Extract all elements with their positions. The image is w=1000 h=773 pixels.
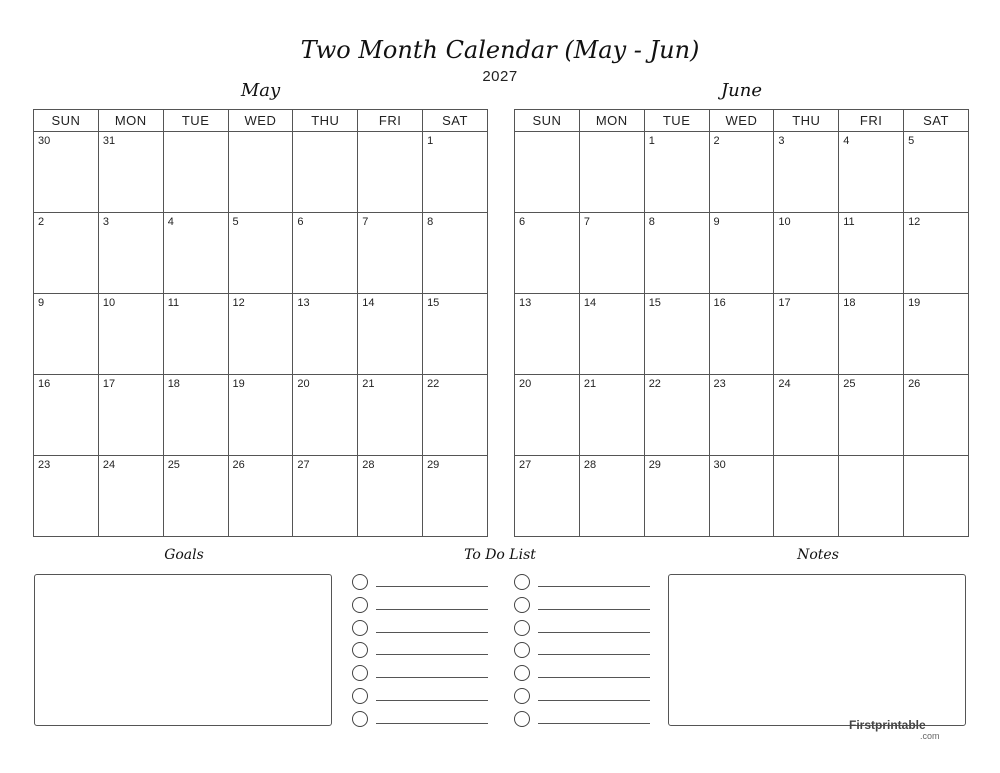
- weekday-fri: FRI: [358, 110, 423, 132]
- day-cell[interactable]: [904, 294, 969, 375]
- day-cell[interactable]: [228, 213, 293, 294]
- day-cell[interactable]: [579, 294, 644, 375]
- day-cell[interactable]: [228, 132, 293, 213]
- todo-item: [512, 618, 652, 641]
- day-number: 22: [427, 378, 440, 390]
- month-name-june: June: [720, 80, 763, 101]
- week-row: [34, 456, 488, 537]
- day-number: 2: [38, 216, 45, 228]
- day-cell[interactable]: [98, 132, 163, 213]
- day-number: 27: [519, 459, 532, 471]
- day-cell[interactable]: [163, 375, 228, 456]
- day-number: 9: [713, 216, 720, 228]
- checkbox-circle-icon[interactable]: [514, 620, 530, 636]
- todo-item: [350, 572, 490, 595]
- checkbox-circle-icon[interactable]: [352, 574, 368, 590]
- todo-line[interactable]: [538, 586, 650, 587]
- weekday-sat: SAT: [904, 110, 969, 132]
- day-cell[interactable]: [644, 456, 709, 537]
- day-cell[interactable]: [163, 132, 228, 213]
- todo-line[interactable]: [376, 586, 488, 587]
- day-number: 19: [908, 297, 921, 309]
- todo-line[interactable]: [538, 609, 650, 610]
- day-cell[interactable]: [774, 294, 839, 375]
- calendar-grid-may: [33, 109, 488, 537]
- day-cell[interactable]: [293, 375, 358, 456]
- day-cell[interactable]: [98, 375, 163, 456]
- day-cell[interactable]: [644, 294, 709, 375]
- todo-item: [512, 663, 652, 686]
- todo-item: [512, 595, 652, 618]
- day-number: 14: [583, 297, 597, 309]
- day-number: 26: [908, 378, 921, 390]
- day-cell[interactable]: [98, 456, 163, 537]
- todo-line[interactable]: [376, 677, 488, 678]
- week-row: [515, 456, 969, 537]
- day-cell[interactable]: [34, 213, 99, 294]
- day-cell[interactable]: [293, 213, 358, 294]
- checkbox-circle-icon[interactable]: [352, 620, 368, 636]
- day-cell[interactable]: [515, 294, 580, 375]
- day-cell[interactable]: [98, 294, 163, 375]
- day-number: 23: [713, 378, 726, 390]
- weekday-tue: TUE: [644, 110, 709, 132]
- day-cell[interactable]: [98, 213, 163, 294]
- todo-line[interactable]: [538, 677, 650, 678]
- day-cell[interactable]: [839, 375, 904, 456]
- day-number: 12: [908, 216, 921, 228]
- day-number: 18: [843, 297, 856, 309]
- day-number: 18: [167, 378, 180, 390]
- day-number: 4: [843, 135, 850, 147]
- day-number: [774, 456, 838, 459]
- day-number: 5: [908, 135, 915, 147]
- brand-suffix: .com: [920, 731, 940, 741]
- day-number: [293, 132, 357, 135]
- day-number: 21: [362, 378, 375, 390]
- todo-line[interactable]: [538, 654, 650, 655]
- day-cell[interactable]: [774, 375, 839, 456]
- weekday-tue: TUE: [163, 110, 228, 132]
- day-cell[interactable]: [839, 213, 904, 294]
- day-number: 11: [843, 216, 855, 228]
- todo-item: [350, 595, 490, 618]
- day-number: 17: [102, 378, 116, 390]
- weekday-thu: THU: [293, 110, 358, 132]
- day-cell[interactable]: [579, 132, 644, 213]
- day-number: 30: [713, 459, 726, 471]
- day-cell[interactable]: [423, 132, 488, 213]
- day-number: [229, 132, 293, 135]
- day-cell[interactable]: [358, 375, 423, 456]
- day-cell[interactable]: [774, 213, 839, 294]
- checkbox-circle-icon[interactable]: [352, 665, 368, 681]
- day-number: 25: [843, 378, 856, 390]
- day-cell[interactable]: [293, 294, 358, 375]
- weekday-mon: MON: [579, 110, 644, 132]
- day-cell[interactable]: [423, 375, 488, 456]
- day-number: 8: [648, 216, 655, 228]
- goals-box[interactable]: [34, 574, 332, 726]
- day-number: [164, 132, 228, 135]
- day-cell[interactable]: [163, 294, 228, 375]
- calendar-title: Two Month Calendar (May - Jun): [300, 36, 700, 64]
- todo-item: [350, 618, 490, 641]
- week-row: [515, 213, 969, 294]
- checkbox-circle-icon[interactable]: [514, 711, 530, 727]
- day-number: [515, 132, 579, 135]
- weekday-fri: FRI: [839, 110, 904, 132]
- todo-item: [350, 640, 490, 663]
- day-number: 20: [297, 378, 310, 390]
- todo-line[interactable]: [376, 609, 488, 610]
- day-cell[interactable]: [774, 132, 839, 213]
- day-cell[interactable]: [579, 375, 644, 456]
- day-number: 20: [519, 378, 532, 390]
- day-number: 29: [648, 459, 661, 471]
- day-cell[interactable]: [34, 132, 99, 213]
- week-row: [515, 375, 969, 456]
- todo-line[interactable]: [376, 723, 488, 724]
- checkbox-circle-icon[interactable]: [514, 574, 530, 590]
- day-number: 26: [232, 459, 245, 471]
- day-cell[interactable]: [904, 132, 969, 213]
- weekday-wed: WED: [228, 110, 293, 132]
- todo-line[interactable]: [376, 654, 488, 655]
- day-cell[interactable]: [358, 456, 423, 537]
- day-cell[interactable]: [515, 132, 580, 213]
- todo-item: [512, 686, 652, 709]
- day-number: 14: [362, 297, 375, 309]
- day-cell[interactable]: [515, 456, 580, 537]
- day-number: 5: [232, 216, 239, 228]
- checkbox-circle-icon[interactable]: [352, 597, 368, 613]
- day-number: 19: [232, 378, 245, 390]
- day-cell[interactable]: [228, 375, 293, 456]
- day-number: [904, 456, 968, 459]
- day-cell[interactable]: [163, 213, 228, 294]
- todo-line[interactable]: [538, 723, 650, 724]
- day-number: 13: [519, 297, 532, 309]
- weekday-thu: THU: [774, 110, 839, 132]
- week-row: [34, 375, 488, 456]
- day-number: 31: [102, 135, 116, 147]
- week-row: [34, 132, 488, 213]
- day-cell[interactable]: [904, 213, 969, 294]
- todo-heading: To Do List: [464, 547, 536, 563]
- day-cell[interactable]: [579, 456, 644, 537]
- checkbox-circle-icon[interactable]: [352, 711, 368, 727]
- goals-heading: Goals: [164, 547, 204, 563]
- day-number: 3: [102, 216, 109, 228]
- day-number: 11: [167, 297, 180, 309]
- day-number: 24: [102, 459, 116, 471]
- day-cell[interactable]: [709, 132, 774, 213]
- checkbox-circle-icon[interactable]: [352, 688, 368, 704]
- day-number: 30: [38, 135, 51, 147]
- day-number: 21: [583, 378, 597, 390]
- day-number: [358, 132, 422, 135]
- todo-item: [350, 709, 490, 732]
- day-number: 7: [362, 216, 369, 228]
- day-number: 27: [297, 459, 310, 471]
- todo-line[interactable]: [538, 632, 650, 633]
- day-number: 1: [427, 135, 434, 147]
- day-number: 15: [427, 297, 440, 309]
- checkbox-circle-icon[interactable]: [514, 665, 530, 681]
- day-cell[interactable]: [515, 375, 580, 456]
- day-cell[interactable]: [904, 456, 969, 537]
- todo-item: [350, 663, 490, 686]
- day-number: 13: [297, 297, 310, 309]
- weekday-header-row: [515, 110, 969, 132]
- day-cell[interactable]: [709, 213, 774, 294]
- day-number: 28: [362, 459, 375, 471]
- checkbox-circle-icon[interactable]: [514, 642, 530, 658]
- day-number: 29: [427, 459, 440, 471]
- week-row: [34, 294, 488, 375]
- checkbox-circle-icon[interactable]: [514, 597, 530, 613]
- day-cell[interactable]: [34, 294, 99, 375]
- weekday-wed: WED: [709, 110, 774, 132]
- week-row: [515, 132, 969, 213]
- weekday-sun: SUN: [515, 110, 580, 132]
- day-number: 15: [648, 297, 661, 309]
- day-number: 12: [232, 297, 245, 309]
- brand-logo: Firstprintable: [849, 718, 926, 732]
- day-number: 23: [38, 459, 51, 471]
- calendar-grid-june: [514, 109, 969, 537]
- day-cell[interactable]: [515, 213, 580, 294]
- weekday-sat: SAT: [423, 110, 488, 132]
- day-number: 8: [427, 216, 434, 228]
- day-cell[interactable]: [293, 456, 358, 537]
- day-number: 28: [583, 459, 597, 471]
- day-number: 1: [648, 135, 655, 147]
- day-cell[interactable]: [228, 456, 293, 537]
- todo-line[interactable]: [538, 700, 650, 701]
- todo-line[interactable]: [376, 632, 488, 633]
- day-number: 25: [167, 459, 180, 471]
- day-cell[interactable]: [839, 132, 904, 213]
- day-number: 9: [38, 297, 45, 309]
- day-cell[interactable]: [423, 294, 488, 375]
- day-cell[interactable]: [358, 132, 423, 213]
- day-cell[interactable]: [358, 213, 423, 294]
- day-cell[interactable]: [358, 294, 423, 375]
- day-cell[interactable]: [163, 456, 228, 537]
- day-cell[interactable]: [644, 213, 709, 294]
- day-number: 4: [167, 216, 174, 228]
- week-row: [515, 294, 969, 375]
- todo-item: [512, 640, 652, 663]
- day-cell[interactable]: [904, 375, 969, 456]
- day-number: [839, 456, 903, 459]
- day-number: 16: [713, 297, 726, 309]
- day-cell[interactable]: [34, 375, 99, 456]
- day-number: 17: [778, 297, 791, 309]
- notes-heading: Notes: [797, 547, 839, 563]
- weekday-sun: SUN: [34, 110, 99, 132]
- day-cell[interactable]: [839, 456, 904, 537]
- day-cell[interactable]: [228, 294, 293, 375]
- day-cell[interactable]: [423, 213, 488, 294]
- todo-column-right: [512, 572, 652, 732]
- checkbox-circle-icon[interactable]: [352, 642, 368, 658]
- calendar-year: 2027: [482, 68, 518, 85]
- day-number: [580, 132, 644, 135]
- weekday-mon: MON: [98, 110, 163, 132]
- day-number: 22: [648, 378, 661, 390]
- day-cell[interactable]: [839, 294, 904, 375]
- day-cell[interactable]: [423, 456, 488, 537]
- day-number: 24: [778, 378, 791, 390]
- todo-item: [350, 686, 490, 709]
- day-number: 10: [102, 297, 116, 309]
- day-number: 6: [297, 216, 304, 228]
- weekday-header-row: [34, 110, 488, 132]
- notes-box[interactable]: [668, 574, 966, 726]
- todo-item: [512, 709, 652, 732]
- day-cell[interactable]: [709, 375, 774, 456]
- todo-column-left: [350, 572, 490, 732]
- month-name-may: May: [240, 80, 281, 101]
- todo-line[interactable]: [376, 700, 488, 701]
- day-cell[interactable]: [709, 456, 774, 537]
- day-number: 16: [38, 378, 51, 390]
- day-cell[interactable]: [774, 456, 839, 537]
- day-number: 2: [713, 135, 720, 147]
- checkbox-circle-icon[interactable]: [514, 688, 530, 704]
- day-cell[interactable]: [579, 213, 644, 294]
- day-cell[interactable]: [644, 375, 709, 456]
- day-number: 6: [519, 216, 526, 228]
- day-cell[interactable]: [644, 132, 709, 213]
- day-cell[interactable]: [34, 456, 99, 537]
- day-number: 3: [778, 135, 785, 147]
- day-number: 7: [583, 216, 590, 228]
- todo-item: [512, 572, 652, 595]
- day-cell[interactable]: [293, 132, 358, 213]
- day-number: 10: [778, 216, 791, 228]
- week-row: [34, 213, 488, 294]
- day-cell[interactable]: [709, 294, 774, 375]
